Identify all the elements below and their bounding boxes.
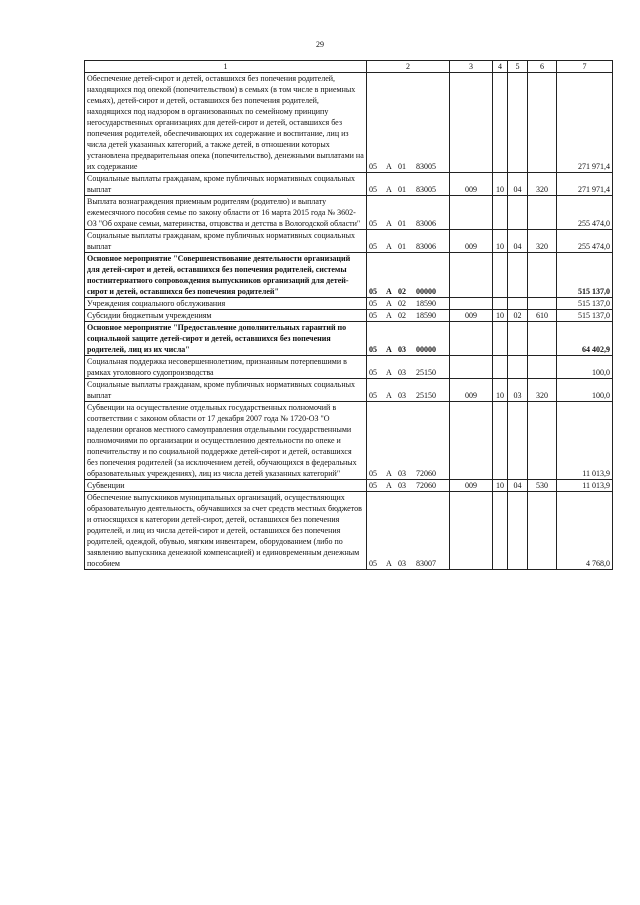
row-col3: 009 [450, 480, 493, 492]
row-col3 [450, 253, 493, 298]
row-col5: 03 [508, 379, 528, 402]
code-part: 02 [398, 299, 406, 308]
code-part: А [386, 162, 392, 171]
table-row [85, 356, 613, 379]
code-part: 05 [369, 311, 377, 320]
row-col3: 009 [450, 230, 493, 253]
row-col6: 610 [528, 310, 557, 322]
row-amount: 271 971,4 [557, 173, 613, 196]
row-code [367, 480, 450, 492]
row-code [367, 230, 450, 253]
code-part: 05 [369, 345, 377, 354]
table-row [85, 73, 613, 173]
code-part: 83006 [416, 242, 436, 251]
code-part: 25150 [416, 391, 436, 400]
row-col4: 10 [493, 310, 508, 322]
row-code [367, 173, 450, 196]
row-col6 [528, 356, 557, 379]
row-col5 [508, 73, 528, 173]
row-code [367, 196, 450, 230]
row-amount: 515 137,0 [557, 298, 613, 310]
code-part: 02 [398, 311, 406, 320]
row-code [367, 356, 450, 379]
table-row [85, 196, 613, 230]
row-col4 [493, 492, 508, 570]
row-description: Обеспечение выпускников муниципальных организаций, осуществляющих образовательную деятельность, обучавшихся за счет средств местных бюджетов и относящихся к категории детей-сирот, детей, оставшихся без попечения родителей, и лиц из числа детей-сирот и детей, оставшихся без попечения родителей, одеждой, обувью, мягким инвентарем, оборудованием (либо по заявлению выпускника денежной компенсацией) и единовременным денежным пособием [85, 492, 367, 570]
code-part: А [386, 559, 392, 568]
row-description: Субвенции [85, 480, 367, 492]
row-amount: 64 402,9 [557, 322, 613, 356]
table-row [85, 173, 613, 196]
code-part: 01 [398, 219, 406, 228]
table-row [85, 298, 613, 310]
code-part: 83005 [416, 162, 436, 171]
code-part: А [386, 299, 392, 308]
row-code [367, 379, 450, 402]
code-part: 83007 [416, 559, 436, 568]
row-amount: 255 474,0 [557, 196, 613, 230]
row-col3 [450, 356, 493, 379]
row-col6: 320 [528, 379, 557, 402]
row-col4: 10 [493, 480, 508, 492]
code-part: 05 [369, 162, 377, 171]
row-col5 [508, 196, 528, 230]
row-col3 [450, 492, 493, 570]
row-col6: 530 [528, 480, 557, 492]
row-col4 [493, 196, 508, 230]
code-part: А [386, 287, 392, 296]
row-col3: 009 [450, 173, 493, 196]
header-cell: 2 [367, 61, 450, 73]
row-amount: 100,0 [557, 356, 613, 379]
budget-table [84, 60, 613, 570]
row-col4 [493, 253, 508, 298]
row-description: Социальная поддержка несовершеннолетним, признанным потерпевшими в рамках уголовного судопроизводства [85, 356, 367, 379]
row-amount: 515 137,0 [557, 253, 613, 298]
row-description: Основное мероприятие "Предоставление дополнительных гарантий по социальной защите детей-сирот и детей, оставшихся без попечения родителей, лиц из их числа" [85, 322, 367, 356]
row-col4 [493, 402, 508, 480]
code-part: А [386, 469, 392, 478]
row-col5: 04 [508, 230, 528, 253]
row-col5 [508, 322, 528, 356]
code-part: 72060 [416, 481, 436, 490]
row-code [367, 322, 450, 356]
row-amount: 515 137,0 [557, 310, 613, 322]
row-col4 [493, 298, 508, 310]
row-description: Социальные выплаты гражданам, кроме публичных нормативных социальных выплат [85, 173, 367, 196]
row-col6 [528, 322, 557, 356]
row-col5 [508, 356, 528, 379]
row-col4 [493, 322, 508, 356]
row-col5 [508, 253, 528, 298]
code-part: 03 [398, 481, 406, 490]
row-col6 [528, 492, 557, 570]
code-part: 03 [398, 469, 406, 478]
row-col6: 320 [528, 173, 557, 196]
row-amount: 4 768,0 [557, 492, 613, 570]
header-cell: 4 [493, 61, 508, 73]
code-part: 25150 [416, 368, 436, 377]
header-cell: 5 [508, 61, 528, 73]
code-part: А [386, 242, 392, 251]
code-part: 05 [369, 299, 377, 308]
code-part: 00000 [416, 287, 436, 296]
row-description: Социальные выплаты гражданам, кроме публичных нормативных социальных выплат [85, 379, 367, 402]
table-row [85, 322, 613, 356]
code-part: 05 [369, 219, 377, 228]
row-code [367, 492, 450, 570]
code-part: 05 [369, 368, 377, 377]
row-col3: 009 [450, 379, 493, 402]
header-cell: 7 [557, 61, 613, 73]
code-part: 05 [369, 185, 377, 194]
row-amount: 255 474,0 [557, 230, 613, 253]
row-col3 [450, 73, 493, 173]
row-code [367, 298, 450, 310]
row-col6 [528, 298, 557, 310]
code-part: 18590 [416, 299, 436, 308]
code-part: 05 [369, 559, 377, 568]
table-row [85, 492, 613, 570]
header-cell: 1 [85, 61, 367, 73]
code-part: 03 [398, 559, 406, 568]
row-col4 [493, 356, 508, 379]
code-part: А [386, 345, 392, 354]
code-part: 02 [398, 287, 406, 296]
row-col4 [493, 73, 508, 173]
table-row [85, 230, 613, 253]
code-part: 01 [398, 162, 406, 171]
code-part: 01 [398, 185, 406, 194]
row-col3 [450, 322, 493, 356]
row-description: Социальные выплаты гражданам, кроме публичных нормативных социальных выплат [85, 230, 367, 253]
row-col3 [450, 402, 493, 480]
row-col5: 04 [508, 480, 528, 492]
header-cell: 3 [450, 61, 493, 73]
code-part: А [386, 311, 392, 320]
row-col3 [450, 196, 493, 230]
row-code [367, 253, 450, 298]
row-description: Выплата вознаграждения приемным родителям (родителю) и выплату ежемесячного пособия семье по закону области от 16 марта 2015 года № 3602-ОЗ "Об охране семьи, материнства, отцовства и детства в Вологодской области" [85, 196, 367, 230]
code-part: 05 [369, 469, 377, 478]
row-col6 [528, 196, 557, 230]
row-description: Основное мероприятие "Совершенствование деятельности организаций для детей-сирот и детей, оставшихся без попечения родителей, системы постинтернатного сопровождения выпускников организаций для детей-сирот и детей, оставшихся без попечения родителей" [85, 253, 367, 298]
row-col4: 10 [493, 379, 508, 402]
code-part: 18590 [416, 311, 436, 320]
row-code [367, 310, 450, 322]
code-part: 03 [398, 391, 406, 400]
table-row [85, 310, 613, 322]
row-col3 [450, 298, 493, 310]
table-row [85, 480, 613, 492]
code-part: А [386, 391, 392, 400]
table-row [85, 402, 613, 480]
row-code [367, 73, 450, 173]
code-part: 83006 [416, 219, 436, 228]
header-row [85, 61, 613, 73]
header-cell: 6 [528, 61, 557, 73]
row-col5: 02 [508, 310, 528, 322]
row-col6 [528, 253, 557, 298]
row-col5 [508, 492, 528, 570]
code-part: А [386, 185, 392, 194]
row-col5 [508, 298, 528, 310]
row-col3: 009 [450, 310, 493, 322]
row-amount: 11 013,9 [557, 402, 613, 480]
code-part: А [386, 368, 392, 377]
code-part: 72060 [416, 469, 436, 478]
code-part: 05 [369, 481, 377, 490]
code-part: 05 [369, 287, 377, 296]
code-part: 05 [369, 242, 377, 251]
row-description: Субвенции на осуществление отдельных государственных полномочий в соответствии с законом области от 17 декабря 2007 года № 1720-ОЗ "О наделении органов местного самоуправления отдельными государственными полномочиями по организации и осуществлению деятельности по опеке и попечительству и по социальной поддержке детей-сирот и детей, оставшихся без попечения родителей (за исключением детей, обучающихся в федеральных образовательных учреждениях), лиц из числа детей указанных категорий" [85, 402, 367, 480]
code-part: А [386, 219, 392, 228]
row-col5: 04 [508, 173, 528, 196]
table-row [85, 253, 613, 298]
row-col6 [528, 73, 557, 173]
code-part: 05 [369, 391, 377, 400]
code-part: 03 [398, 345, 406, 354]
row-description: Субсидии бюджетным учреждениям [85, 310, 367, 322]
code-part: 00000 [416, 345, 436, 354]
row-amount: 11 013,9 [557, 480, 613, 492]
page-number: 29 [316, 40, 324, 49]
row-col6: 320 [528, 230, 557, 253]
code-part: 03 [398, 368, 406, 377]
code-part: 01 [398, 242, 406, 251]
row-col4: 10 [493, 230, 508, 253]
row-col6 [528, 402, 557, 480]
code-part: А [386, 481, 392, 490]
table-row [85, 379, 613, 402]
row-code [367, 402, 450, 480]
code-part: 83005 [416, 185, 436, 194]
row-description: Обеспечение детей-сирот и детей, оставшихся без попечения родителей, находящихся под опекой (попечительством) в семьях (в том числе в приемных семьях), детей-сирот и детей, оставшихся без попечения родителей, находящихся под надзором в организованных по семейному принципу негосударственных организациях для детей-сирот и детей, оставшихся без попечения родителей, обеспечивающих их содержание и воспитание, лиц из числа детей указанных категорий, а также детей, в отношении которых установлена предварительная опека (попечительство), денежными выплатами на их содержание [85, 73, 367, 173]
row-col5 [508, 402, 528, 480]
row-col4: 10 [493, 173, 508, 196]
row-amount: 100,0 [557, 379, 613, 402]
row-amount: 271 971,4 [557, 73, 613, 173]
row-description: Учреждения социального обслуживания [85, 298, 367, 310]
